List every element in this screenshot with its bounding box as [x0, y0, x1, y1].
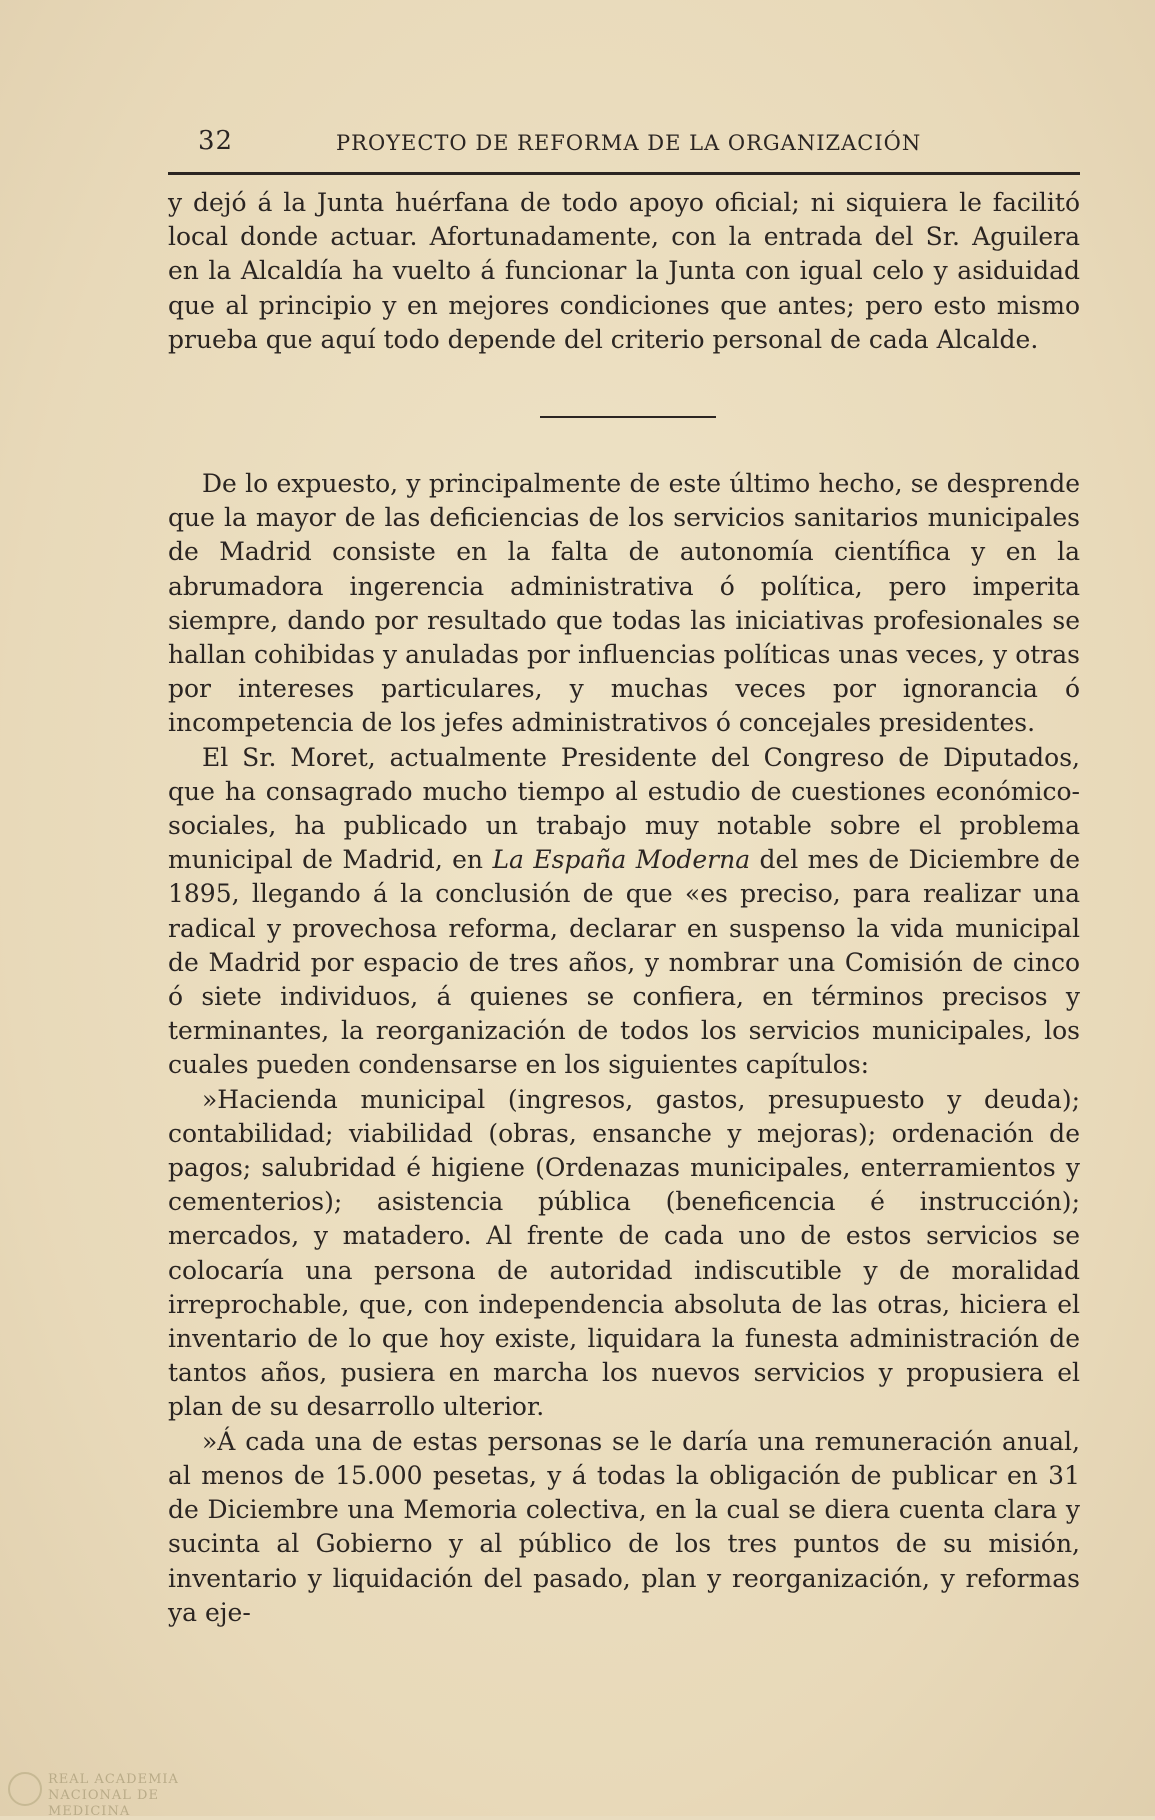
running-head: PROYECTO DE REFORMA DE LA ORGANIZACIÓN — [336, 131, 922, 155]
paragraph-moret — [168, 741, 1080, 1083]
paragraph-moret-part-a: El Sr. Moret, actualmente Presidente del Congreso de Diputados, que ha consagrado mucho tiempo al estudio de cuestiones económico-sociales, ha publicado un trabajo muy notable sobre el problema municipal de Madrid, en — [168, 742, 1080, 875]
section-divider — [540, 416, 716, 418]
seal-icon — [8, 1772, 42, 1806]
header-rule — [168, 172, 1080, 175]
publication-title: La España Moderna — [492, 845, 751, 875]
paragraph-moret-part-b: del mes de Diciembre de 1895, llegando á la conclusión de que «es preciso, para realizar una radical y provechosa reforma, declarar en suspenso la vida municipal de Madrid por espacio de tres años, y nombrar una Comisión de cinco ó siete individuos, á quienes se confiera, en términos precisos y terminantes, la reorganización de todos los servicios municipales, los cuales pueden condensarse en los siguientes capítulos: — [168, 845, 1081, 1080]
paragraph-continuation: y dejó á la Junta huérfana de todo apoyo oficial; ni siquiera le facilitó local donde actuar. Afortunadamente, con la entrada del Sr. Aguilera en la Alcaldía ha vuelto á funcionar la Junta con igual celo y asiduidad que al principio y en mejores condiciones que antes; pero esto mismo prueba que aquí todo depende del criterio personal de cada Alcalde. — [168, 188, 1080, 354]
library-watermark — [8, 1768, 228, 1819]
paragraph-conclusion: De lo expuesto, y principalmente de este último hecho, se desprende que la mayor de las deficiencias de los servicios sanitarios municipales de Madrid consiste en la falta de autonomía científica y en la abrumadora ingerencia administrativa ó política, pero imperita siempre, dando por resultado que todas las iniciativas profesionales se hallan cohibidas y anuladas por influencias políticas unas veces, y otras por intereses particulares, y muchas veces por ignorancia ó incompetencia de los jefes administrativos ó concejales presidentes. — [168, 469, 1080, 738]
watermark-line-1: REAL ACADEMIA — [48, 1772, 179, 1787]
text-block-top — [168, 186, 1080, 357]
paragraph-remuneration: »Á cada una de estas personas se le daría una remuneración anual, al menos de 15.000 pesetas, y á todas la obligación de publicar en 31 de Diciembre una Memoria colectiva, en la cual se diera cuenta clara y sucinta al Gobierno y al público de los tres puntos de su misión, inventario y liquidación del pasado, plan y reorganización, y reformas ya eje- — [168, 1426, 1080, 1627]
page-number: 32 — [198, 126, 234, 156]
text-block-main — [168, 467, 1080, 1630]
watermark-line-2: NACIONAL DE MEDICINA — [48, 1788, 159, 1819]
paragraph-chapters: »Hacienda municipal (ingresos, gastos, presupuesto y deuda); contabilidad; viabilidad (obras, ensanche y mejoras); ordenación de pagos; salubridad é higiene (Ordenazas municipales, enterramientos y cementerios); asistencia pública (beneficencia é instrucción); mercados, y matadero. Al frente de cada uno de estos servicios se colocaría una persona de autoridad indiscutible y de moralidad irreprochable, que, con independencia absoluta de las otras, hiciera el inventario de lo que hoy existe, liquidara la funesta administración de tantos años, pusiera en marcha los nuevos servicios y propusiera el plan de su desarrollo ulterior. — [168, 1084, 1080, 1422]
watermark-text — [48, 1772, 228, 1820]
